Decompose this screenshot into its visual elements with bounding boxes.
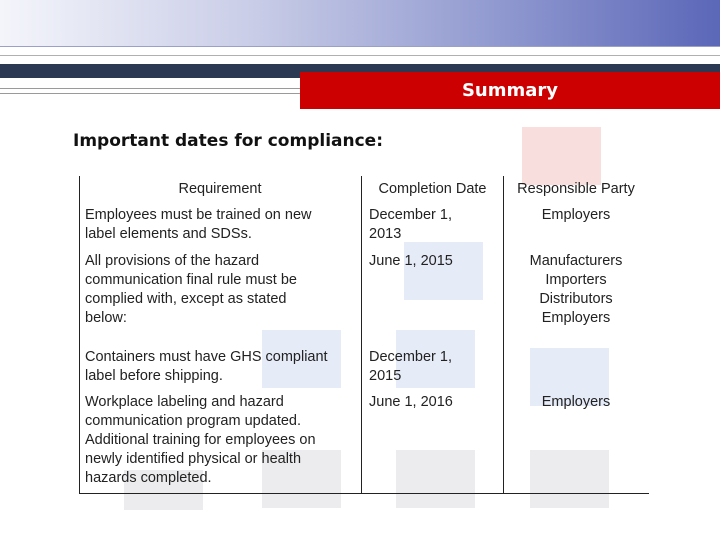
table-row-2-date: June 1, 2015 (369, 253, 453, 269)
column-header-requirement: Requirement (178, 181, 262, 197)
column-header-completion-date: Completion Date (378, 181, 487, 197)
header-gradient-band (0, 0, 720, 46)
left-rule-top (0, 88, 300, 89)
table-row-4-date: June 1, 2016 (369, 394, 453, 410)
table-row-3-requirement: Containers must have GHS compliant label before shipping. (85, 349, 328, 384)
header-divider (0, 46, 720, 47)
table-row-3-date: December 1, 2015 (369, 349, 453, 384)
page-title: Summary (461, 80, 558, 101)
table-column-divider (361, 176, 362, 494)
table-row-2-requirement: All provisions of the hazard communication final rule must be complied with, except as stated below: (85, 253, 297, 326)
table-row-2-party: Manufacturers Importers Distributors Employers (529, 253, 623, 326)
section-subtitle: Important dates for compliance: (73, 131, 384, 151)
table-row-4-party: Employers (541, 394, 611, 410)
table-row-1-requirement: Employees must be trained on new label elements and SDSs. (85, 207, 312, 242)
table-row-1-party: Employers (541, 207, 611, 223)
left-rule-bottom (0, 93, 300, 94)
table-row-4-requirement: Workplace labeling and hazard communication program updated. Additional training for employees on newly identified physical or health hazards completed. (85, 394, 316, 486)
header-thin-rule (0, 55, 720, 56)
table-row-1-date: December 1, 2013 (369, 207, 453, 242)
column-header-responsible-party: Responsible Party (517, 181, 635, 197)
